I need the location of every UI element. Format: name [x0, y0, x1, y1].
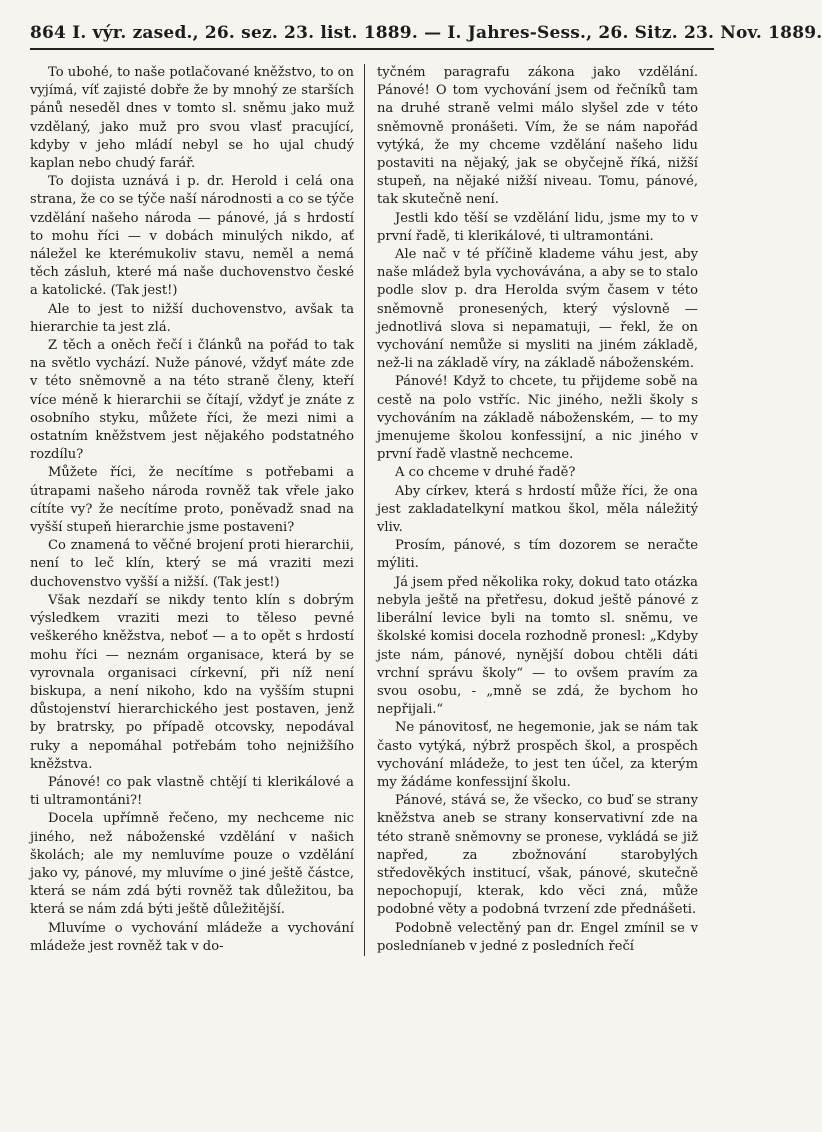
- paragraph: Ale nač v té příčině klademe váhu jest, aby naše mládež byla vychovávána, a aby se to stalo podle slov p. dra Herolda svým časem v této sněmovně pronesených, který výslovně — jednotlivá slova si nepamatuji, — řekl, že on vychování nemůže si mysliti na jiném základě, než-li na základě víry, na základě náboženském.: [377, 247, 698, 372]
- paragraph: Mluvíme o vychování mládeže a vychování mládeže jest rovněž tak v do-: [30, 920, 354, 954]
- paragraph: Pánové! Když to chcete, tu přijdeme sobě na cestě na polo vstříc. Nic jiného, nežli školy s vychováním na základě náboženském, — to my jmenujeme školou konfessijní, a nic jiného v první řadě vlastně nechceme.: [377, 374, 698, 463]
- paragraph: To ubohé, to naše potlačované kněžstvo, to on vyjímá, víť zajisté dobře že by mnohý ze starších pánů neseděl dnes v tomto sl. sněmu jako muž vzdělaný, jako muž pro svou vlasť pracující, kdyby v jeho mládí nebyl se ho ujal chudý kaplan nebo chudý farář.: [30, 65, 354, 172]
- text-columns: [30, 64, 714, 956]
- paragraph: Můžete říci, že necítíme s potřebami a útrapami našeho národa rovněž tak vřele jako cítíte vy? že necítíme proto, poněvadž snad na vyšší stupeň hierarchie jsme postaveni?: [30, 465, 354, 536]
- paragraph: Já jsem před několika roky, dokud tato otázka nebyla ještě na přetřesu, dokud ještě pánové z liberální levice byli na tomto sl. sněmu, ve školské komisi docela rozhodně pronesl: „Kdyby jste nám, pánové, nynější dobou chtěli dáti vrchní správu školy“ — to ovšem pravím za svou osobu, - „mně se zdá, že bychom ho nepřijali.“: [377, 574, 698, 718]
- paragraph: Prosím, pánové, s tím dozorem se neračte mýliti.: [377, 538, 698, 572]
- paragraph: Pánové, stává se, že všecko, co buď se strany kněžstva aneb se strany konservativní zde na této straně sněmovny se pronese, vykládá se již napřed, za zbožnování starobylých středověkých institucí, však, pánové, skutečně nepochopují, kterak, kdo věci zná, může podobné věty a podobná tvrzení zde přednášeti.: [377, 793, 698, 918]
- paragraph: Ne pánovitosť, ne hegemonie, jak se nám tak často vytýká, nýbrž prospěch škol, a prospěch vychování mládeže, to jest ten účel, za kterým my žádáme konfessijní školu.: [377, 720, 698, 790]
- left-column: [30, 64, 364, 956]
- paragraph: Ale to jest to nižší duchovenstvo, avšak ta hierarchie ta jest zlá.: [30, 301, 354, 335]
- paragraph: Však nezdaří se nikdy tento klín s dobrým výsledkem vraziti mezi to těleso pevné veškerého kněžstva, neboť — a to opět s hrdostí mohu říci — neznám organisace, která by se vyrovnala organisaci církevní, při níž není biskupa, a není nikoho, kdo na vyšším stupni důstojenství hierarchického jest postaven, jenž by bratrsky, po případě otcovsky, nepodával ruky a nepomáhal potřebám toho nejnižšího kněžstva.: [30, 592, 354, 772]
- paragraph: Aby církev, která s hrdostí může říci, že ona jest zakladatelkyní matkou škol, měla náležitý vliv.: [377, 483, 698, 536]
- paragraph: Pánové! co pak vlastně chtějí ti klerikálové a ti ultramontáni?!: [30, 774, 354, 809]
- paragraph: To dojista uznává i p. dr. Herold i celá ona strana, že co se týče naší národnosti a co se týče vzdělání našeho národa — pánové, já s hrdostí to mohu říci — v dobách minulých nikdo, ať náležel ke kterémukoliv stavu, neměl a nemá těch zásluh, které má naše duchovenstvo české a katolické. (Tak jest!): [30, 174, 354, 299]
- paragraph: Docela upřímně řečeno, my nechceme nic jiného, než náboženské vzdělání v našich školách; ale my nemluvíme pouze o vzdělání jako vy, pánové, my mluvíme o jiné ještě částce, která se nám zdá býti rovněž tak důležitou, ba která se nám zdá býti ještě důležitější.: [30, 811, 354, 918]
- right-column: [364, 64, 698, 956]
- paragraph: Co znamená to věčné brojení proti hierarchii, není to leč klín, který se má vraziti mezi duchovenstvo vyšší a nižší. (Tak jest!): [30, 538, 354, 590]
- paragraph: A co chceme v druhé řadě?: [395, 465, 576, 481]
- paragraph: tyčném paragrafu zákona jako vzdělání. Pánové! O tom vychování jsem od řečníků tam na druhé straně velmi málo slyšel zde v této sněmovně pronášeti. Vím, že se nám napořád vytýká, že my chceme vzdělání našeho lidu postaviti na nějaký, jak se obyčejně říká, nižší stupeň, na nějaké nižší niveau. Tomu, pánové, tak skutečně není.: [377, 65, 698, 208]
- page-header: 864 I. výr. zased., 26. sez. 23. list. 1889. — I. Jahres-Sess., 26. Sitz. 23. Nov. 1889.: [30, 18, 714, 50]
- paragraph: Podobně velectěný pan dr. Engel zmínil se v posledníaneb v jedné z posledních řečí: [377, 920, 698, 954]
- paragraph: Jestli kdo těší se vzdělání lidu, jsme my to v první řadě, ti klerikálové, ti ultramontáni.: [377, 210, 698, 244]
- paragraph: Z těch a oněch řečí i článků na pořád to tak na světlo vychází. Nuže pánové, vždyť máte zde v této sněmovně a na této straně členy, kteří více méně k hierarchii se čítají, vždyť je znáte z osobního styku, můžete říci, že mezi nimi a ostatním kněžstvem jest nějakého podstatného rozdílu?: [30, 338, 354, 463]
